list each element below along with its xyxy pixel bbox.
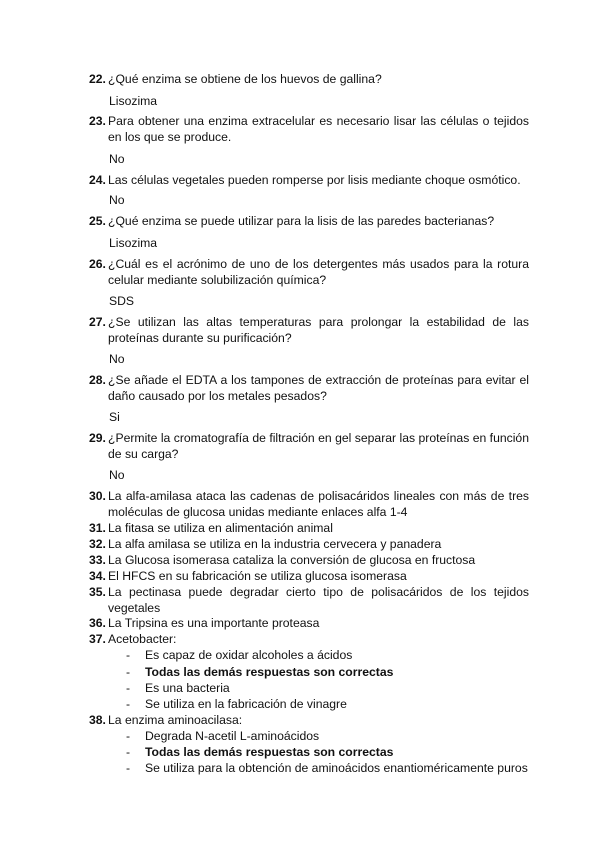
question-36 (89, 616, 529, 632)
question-30 (89, 489, 529, 520)
question-text: Acetobacter: (108, 632, 177, 646)
question-number: 33. (89, 553, 106, 567)
question-26 (89, 257, 529, 288)
question-23 (89, 114, 529, 145)
question-number: 37. (89, 632, 106, 646)
question-35 (89, 585, 529, 616)
question-text: ¿Qué enzima se obtiene de los huevos de gallina? (108, 72, 382, 86)
question-text: La Glucosa isomerasa cataliza la conversión de glucosa en fructosa (108, 553, 476, 567)
question-text: ¿Permite la cromatografía de filtración en gel separar las proteínas en función de su carga? (108, 431, 529, 461)
answer-24: No (109, 193, 125, 207)
question-number: 25. (89, 214, 106, 228)
question-number: 24. (89, 173, 106, 187)
question-31 (89, 521, 529, 537)
option-37-d (126, 697, 536, 712)
answer-28: Si (109, 410, 120, 424)
answer-23: No (109, 152, 125, 166)
question-text: La alfa amilasa se utiliza en la industria cervecera y panadera (108, 537, 442, 551)
bullet-dash: - (126, 648, 131, 662)
bullet-dash: - (126, 729, 131, 743)
question-25 (89, 214, 529, 230)
option-38-a (126, 729, 536, 744)
question-33 (89, 553, 529, 569)
question-number: 30. (89, 489, 106, 503)
question-number: 27. (89, 315, 106, 329)
question-number: 22. (89, 72, 106, 86)
option-text: Es una bacteria (145, 681, 230, 695)
option-text: Se utiliza para la obtención de aminoácidos enantioméricamente puros (145, 761, 528, 775)
question-number: 35. (89, 585, 106, 599)
question-number: 36. (89, 616, 106, 630)
question-number: 31. (89, 521, 106, 535)
question-37 (89, 632, 529, 648)
question-38 (89, 713, 529, 729)
question-text: La enzima aminoacilasa: (108, 713, 243, 727)
question-27 (89, 315, 529, 346)
option-text: Todas las demás respuestas son correctas (145, 745, 394, 759)
bullet-dash: - (126, 697, 131, 711)
question-text: ¿Se utilizan las altas temperaturas para prolongar la estabilidad de las proteínas durante su purificación? (108, 315, 529, 345)
question-24 (89, 173, 529, 189)
question-32 (89, 537, 529, 553)
question-text: Las células vegetales pueden romperse por lisis mediante choque osmótico. (108, 173, 521, 187)
option-38-b (126, 745, 536, 760)
question-number: 38. (89, 713, 106, 727)
option-38-c (126, 761, 536, 776)
question-text: La fitasa se utiliza en alimentación animal (108, 521, 333, 535)
question-number: 29. (89, 431, 106, 445)
question-22 (89, 72, 529, 88)
question-text: La pectinasa puede degradar cierto tipo de polisacáridos de los tejidos vegetales (108, 585, 529, 615)
answer-26: SDS (109, 294, 135, 308)
option-37-c (126, 681, 536, 696)
option-text: Todas las demás respuestas son correctas (145, 665, 394, 679)
answer-27: No (109, 352, 125, 366)
question-number: 34. (89, 569, 106, 583)
question-text: ¿Se añade el EDTA a los tampones de extracción de proteínas para evitar el daño causado por los metales pesados? (108, 373, 529, 403)
question-text: ¿Cuál es el acrónimo de uno de los detergentes más usados para la rotura celular mediante solubilización química? (108, 257, 529, 287)
option-37-b (126, 665, 536, 680)
bullet-dash: - (126, 761, 131, 775)
option-text: Degrada N-acetil L-aminoácidos (145, 729, 320, 743)
answer-29: No (109, 468, 125, 482)
answer-22: Lisozima (109, 94, 158, 108)
question-28 (89, 373, 529, 404)
question-text: El HFCS en su fabricación se utiliza glucosa isomerasa (108, 569, 407, 583)
question-34 (89, 569, 529, 585)
question-text: Para obtener una enzima extracelular es necesario lisar las células o tejidos en los que se produce. (108, 114, 529, 144)
bullet-dash: - (126, 665, 131, 679)
answer-25: Lisozima (109, 236, 158, 250)
question-text: ¿Qué enzima se puede utilizar para la lisis de las paredes bacterianas? (108, 214, 495, 228)
bullet-dash: - (126, 681, 131, 695)
question-29 (89, 431, 529, 462)
question-text: La Tripsina es una importante proteasa (108, 616, 320, 630)
question-number: 26. (89, 257, 106, 271)
question-number: 23. (89, 114, 106, 128)
question-text: La alfa-amilasa ataca las cadenas de polisacáridos lineales con más de tres moléculas de glucosa unidas mediante enlaces alfa 1-4 (108, 489, 529, 519)
question-number: 32. (89, 537, 106, 551)
option-text: Es capaz de oxidar alcoholes a ácidos (145, 648, 353, 662)
question-number: 28. (89, 373, 106, 387)
option-text: Se utiliza en la fabricación de vinagre (145, 697, 347, 711)
bullet-dash: - (126, 745, 131, 759)
option-37-a (126, 648, 536, 663)
